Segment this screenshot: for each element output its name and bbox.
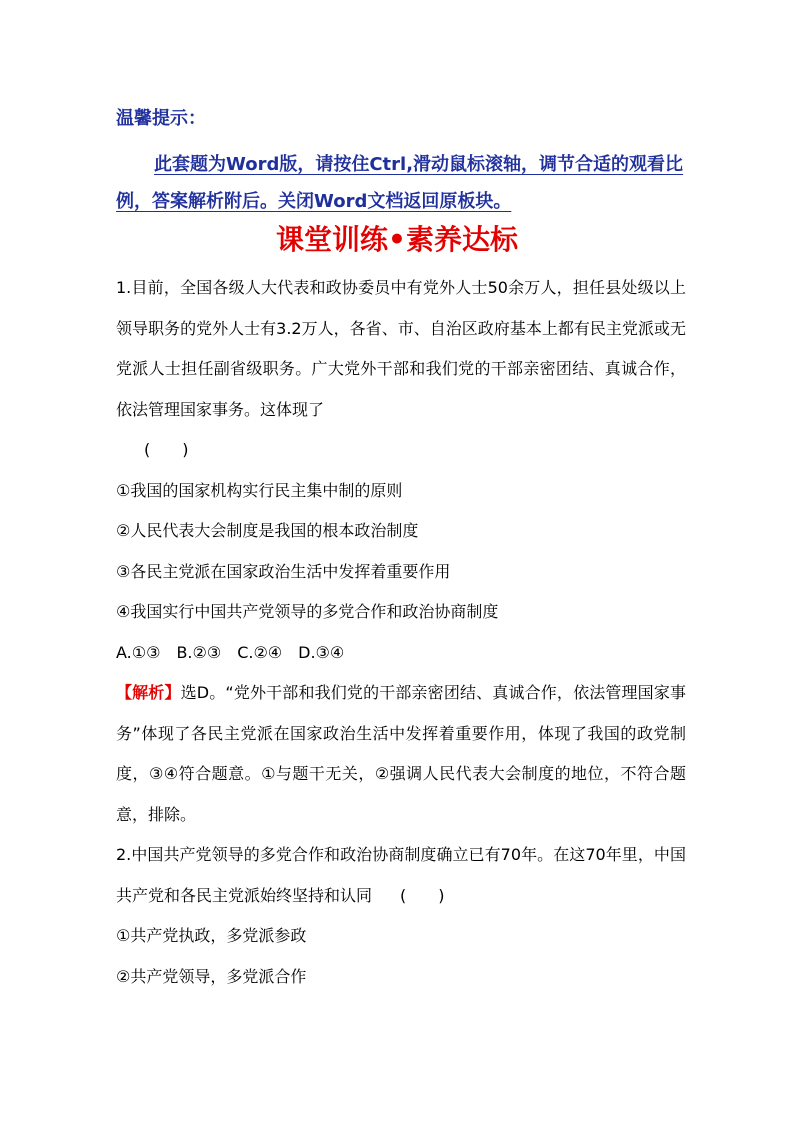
notice-heading: 温馨提示： <box>116 108 206 129</box>
question-1-analysis <box>116 673 686 835</box>
question-1-statement-2: ②人民代表大会制度是我国的根本政治制度 <box>116 521 419 540</box>
question-1-blank: ( ) <box>144 440 189 459</box>
notice-body: 此套题为Word版，请按住Ctrl,滑动鼠标滚轴，调节合适的观看比例，答案解析附后。关闭Word文档返回原板块。 <box>116 154 684 212</box>
question-1-statement-1: ①我国的国家机构实行民主集中制的原则 <box>116 480 403 500</box>
question-1-text: 1.目前，全国各级人大代表和政协委员中有党外人士50余万人，担任县处级以上领导职务的党外人士有3.2万人，各省、市、自治区政府基本上都有民主党派或无党派人士担任副省级职务。广大党外干部和我们党的干部亲密团结、真诚合作，依法管理国家事务。这体现了 <box>116 278 686 419</box>
question-2-statement-1: ①共产党执政，多党派参政 <box>116 926 307 945</box>
analysis-label: 【解析】 <box>116 683 181 702</box>
analysis-text: 选D。“党外干部和我们党的干部亲密团结、真诚合作，依法管理国家事务”体现了各民主党派在国家政治生活中发挥着重要作用，体现了我国的政党制度，③④符合题意。①与题干无关，②强调人民代表大会制度的地位，不符合题意，排除。 <box>116 683 686 824</box>
question-1-statement-3: ③各民主党派在国家政治生活中发挥着重要作用 <box>116 561 451 581</box>
question-1-stem <box>116 268 686 471</box>
question-1-statement-4: ④我国实行中国共产党领导的多党合作和政治协商制度 <box>116 602 499 621</box>
section-title: 课堂训练•素养达标 <box>276 223 518 256</box>
question-content <box>116 268 686 997</box>
question-2-blank: ( ) <box>400 885 445 905</box>
question-1-choices: A.①③ B.②③ C.②④ D.③④ <box>116 642 345 662</box>
question-2-text: 2.中国共产党领导的多党合作和政治协商制度确立已有70年。在这70年里，中国共产党和各民主党派始终坚持和认同 <box>116 845 686 905</box>
question-2-stem <box>116 835 686 916</box>
question-2-statement-2: ②共产党领导，多党派合作 <box>116 966 307 986</box>
